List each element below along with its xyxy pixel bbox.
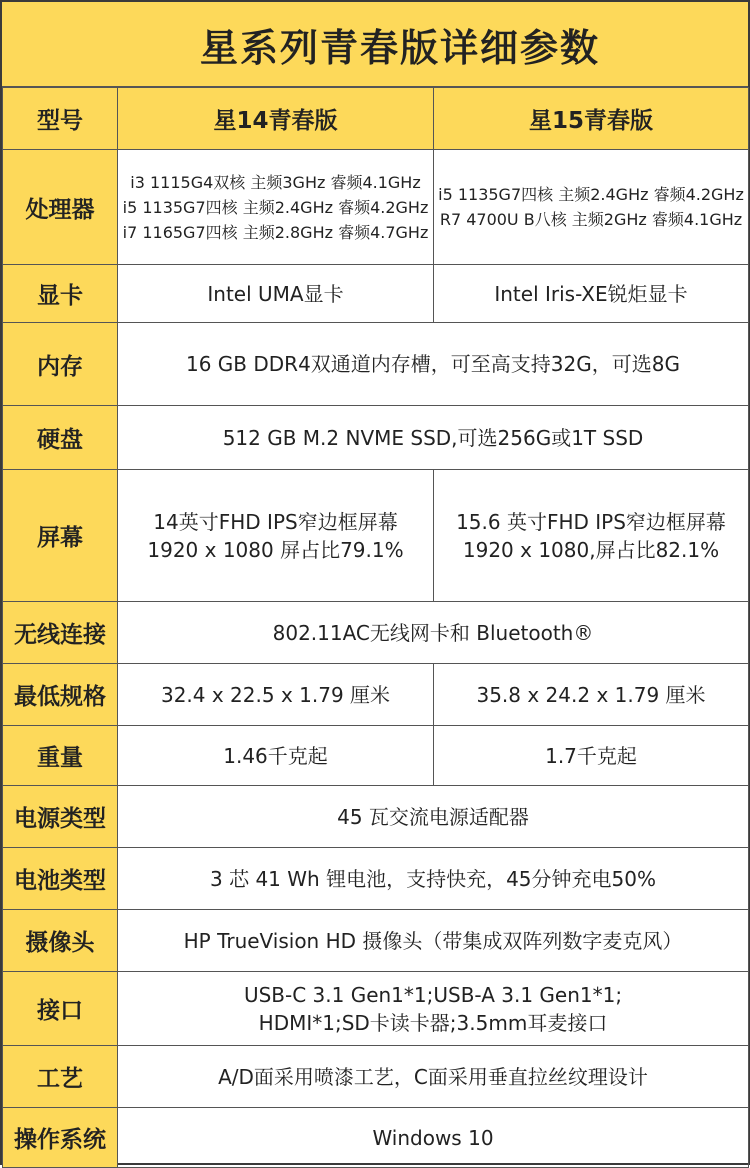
screen-star15-line: 15.6 英寸FHD IPS窄边框屏幕: [456, 509, 726, 534]
row-label-screen: 屏幕: [3, 470, 118, 602]
spec-table: [2, 87, 749, 1168]
row-label-craft: 工艺: [3, 1046, 118, 1108]
table-row-screen: [3, 470, 749, 602]
row-label-ports: 接口: [3, 972, 118, 1046]
row-label-model: 型号: [3, 88, 118, 150]
row-label-os: 操作系统: [3, 1108, 118, 1168]
row-label-battery: 电池类型: [3, 848, 118, 910]
ports-cell: [118, 972, 749, 1046]
os-value: Windows 10: [118, 1108, 749, 1168]
weight-star15-value: 1.7千克起: [434, 726, 749, 786]
screen-star14-cell: [118, 470, 434, 602]
ports-line: HDMI*1;SD卡读卡器;3.5mm耳麦接口: [258, 1010, 608, 1035]
table-row-weight: [3, 726, 749, 786]
table-row-memory: [3, 323, 749, 406]
cpu-star15-cell: [434, 150, 749, 265]
screen-star14-line: 1920 x 1080 屏占比79.1%: [147, 537, 404, 562]
battery-value: 3 芯 41 Wh 锂电池，支持快充，45分钟充电50%: [118, 848, 749, 910]
row-label-memory: 内存: [3, 323, 118, 406]
page-title: 星系列青春版详细参数: [199, 25, 600, 70]
cpu-star14-line: i3 1115G4双核 主频3GHz 睿频4.1GHz: [130, 172, 421, 192]
cpu-star14-cell: [118, 150, 434, 265]
screen-star14-line: 14英寸FHD IPS窄边框屏幕: [153, 509, 398, 534]
cpu-star14-line: i7 1165G7四核 主频2.8GHz 睿频4.7GHz: [122, 222, 429, 242]
column-header-star14: 星14青春版: [118, 88, 434, 150]
table-row-size: [3, 664, 749, 726]
cpu-star15-line: R7 4700U B八核 主频2GHz 睿频4.1GHz: [439, 210, 743, 229]
ports-line: USB-C 3.1 Gen1*1;USB-A 3.1 Gen1*1;: [243, 982, 623, 1007]
row-label-gpu: 显卡: [3, 265, 118, 323]
gpu-star15-value: Intel Iris-XE锐炬显卡: [434, 265, 749, 323]
screen-star15-line: 1920 x 1080,屏占比82.1%: [462, 537, 720, 562]
row-label-wireless: 无线连接: [3, 602, 118, 664]
table-row-gpu: [3, 265, 749, 323]
weight-star14-value: 1.46千克起: [118, 726, 434, 786]
column-header-star15: 星15青春版: [434, 88, 749, 150]
size-star15-value: 35.8 x 24.2 x 1.79 厘米: [434, 664, 749, 726]
table-row-wireless: [3, 602, 749, 664]
table-row-ports: [3, 972, 749, 1046]
table-row-cpu: [3, 150, 749, 265]
size-star14-value: 32.4 x 22.5 x 1.79 厘米: [118, 664, 434, 726]
row-label-size: 最低规格: [3, 664, 118, 726]
table-row-power: [3, 786, 749, 848]
cpu-star15-line: i5 1135G7四核 主频2.4GHz 睿频4.2GHz: [438, 185, 744, 204]
camera-value: HP TrueVision HD 摄像头（带集成双阵列数字麦克风）: [118, 910, 749, 972]
craft-value: A/D面采用喷漆工艺，C面采用垂直拉丝纹理设计: [118, 1046, 749, 1108]
table-row-model: [3, 88, 749, 150]
gpu-star14-value: Intel UMA显卡: [118, 265, 434, 323]
power-value: 45 瓦交流电源适配器: [118, 786, 749, 848]
disk-value: 512 GB M.2 NVME SSD,可选256G或1T SSD: [118, 406, 749, 470]
row-label-power: 电源类型: [3, 786, 118, 848]
table-row-os: [3, 1108, 749, 1168]
memory-value: 16 GB DDR4双通道内存槽，可至高支持32G，可选8G: [118, 323, 749, 406]
table-row-disk: [3, 406, 749, 470]
row-label-camera: 摄像头: [3, 910, 118, 972]
row-label-disk: 硬盘: [3, 406, 118, 470]
wireless-value: 802.11AC无线网卡和 Bluetooth®: [118, 602, 749, 664]
row-label-weight: 重量: [3, 726, 118, 786]
screen-star15-cell: [434, 470, 749, 602]
table-row-battery: [3, 848, 749, 910]
table-row-craft: [3, 1046, 749, 1108]
title-banner: [2, 2, 748, 87]
cpu-star14-line: i5 1135G7四核 主频2.4GHz 睿频4.2GHz: [122, 197, 429, 217]
table-row-camera: [3, 910, 749, 972]
row-label-cpu: 处理器: [3, 150, 118, 265]
